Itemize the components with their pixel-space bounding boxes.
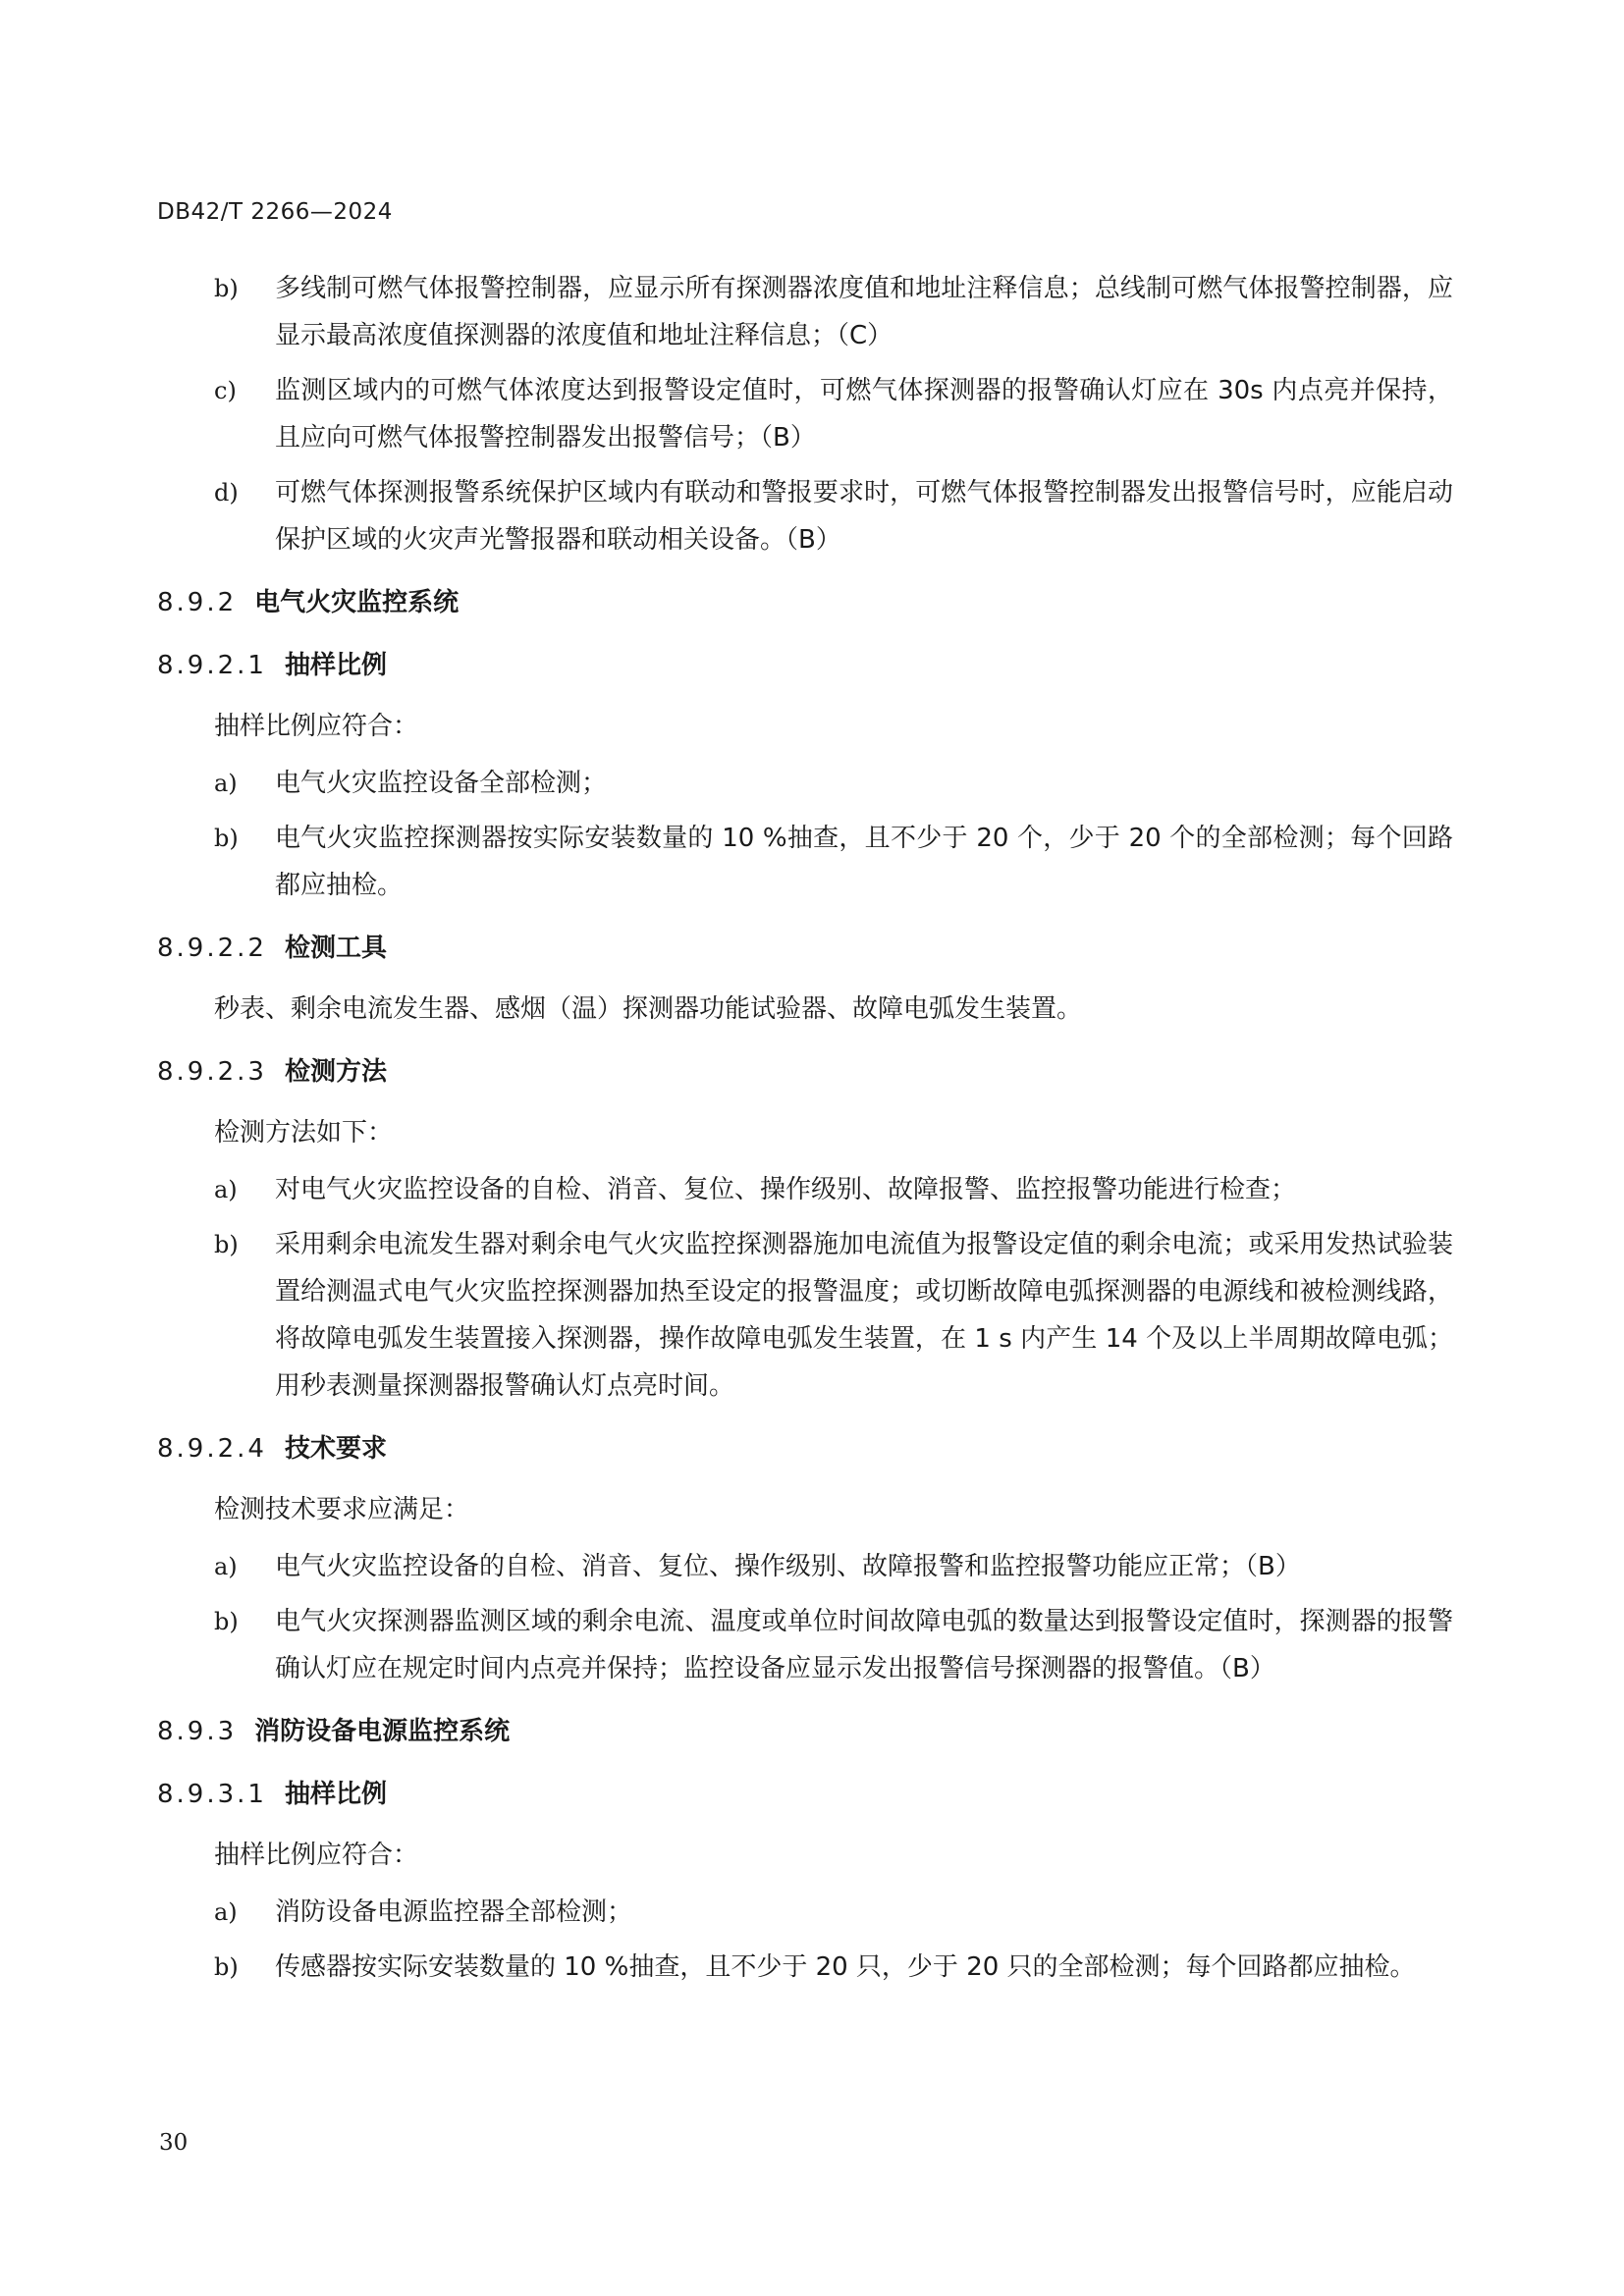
list-marker: b) [214, 825, 239, 852]
list-text: 电气火灾监控探测器按实际安装数量的 10 %抽查，且不少于 20 个，少于 20 个的全部检测；每个回路都应抽检。 [275, 824, 1453, 900]
list-item [157, 1598, 1453, 1692]
section-heading-8-9-2-2 [157, 925, 1453, 972]
section-title: 抽样比例 [284, 651, 387, 680]
list-item [157, 265, 1453, 359]
list-item [157, 367, 1453, 461]
list-text: 传感器按实际安装数量的 10 %抽查，且不少于 20 只，少于 20 只的全部检测；每个回路都应抽检。 [275, 1952, 1416, 1982]
section-title: 消防设备电源监控系统 [254, 1717, 511, 1746]
list-text: 采用剩余电流发生器对剩余电气火灾监控探测器施加电流值为报警设定值的剩余电流；或采用发热试验装置给测温式电气火灾监控探测器加热至设定的报警温度；或切断故障电弧探测器的电源线和被检测线路，将故障电弧发生装置接入探测器，操作故障电弧发生装置，在 1 s 内产生 14 个及以上半周期故障电弧；用秒表测量探测器报警确认灯点亮时间。 [275, 1230, 1453, 1401]
section-heading-8-9-3 [157, 1708, 1453, 1755]
list-marker: a) [214, 770, 238, 797]
document-code: DB42/T 2266—2024 [157, 199, 393, 225]
list-marker: d) [214, 479, 239, 507]
list-item [157, 1889, 1453, 1936]
list-item [157, 1166, 1453, 1213]
list-marker: b) [214, 1231, 239, 1258]
section-number: 8.9.3.1 [157, 1780, 267, 1809]
section-number: 8.9.2.1 [157, 651, 267, 680]
list-marker: a) [214, 1553, 238, 1580]
section-heading-8-9-2 [157, 579, 1453, 626]
section-number: 8.9.2 [157, 588, 238, 617]
section-title: 技术要求 [284, 1434, 387, 1464]
section-number: 8.9.3 [157, 1717, 238, 1746]
section-heading-8-9-3-1 [157, 1771, 1453, 1818]
section-number: 8.9.2.3 [157, 1057, 267, 1087]
section-title: 检测工具 [284, 934, 387, 963]
list-text: 监测区域内的可燃气体浓度达到报警设定值时，可燃气体探测器的报警确认灯应在 30s 内点亮并保持，且应向可燃气体报警控制器发出报警信号；（B） [275, 376, 1453, 453]
list-text: 电气火灾探测器监测区域的剩余电流、温度或单位时间故障电弧的数量达到报警设定值时，探测器的报警确认灯应在规定时间内点亮并保持；监控设备应显示发出报警信号探测器的报警值。（B） [275, 1607, 1453, 1683]
list-marker: b) [214, 275, 239, 302]
section-intro: 抽样比例应符合： [214, 712, 419, 741]
section-paragraph: 秒表、剩余电流发生器、感烟（温）探测器功能试验器、故障电弧发生装置。 [214, 994, 1083, 1024]
section-intro: 检测方法如下： [214, 1118, 394, 1148]
list-text: 电气火灾监控设备的自检、消音、复位、操作级别、故障报警和监控报警功能应正常；（B） [275, 1552, 1301, 1581]
section-heading-8-9-2-4 [157, 1425, 1453, 1472]
list-item [157, 1221, 1453, 1410]
list-marker: b) [214, 1608, 239, 1635]
page-content [157, 265, 1453, 1999]
section-number: 8.9.2.4 [157, 1434, 267, 1464]
list-text: 消防设备电源监控器全部检测； [275, 1897, 633, 1927]
section-title: 抽样比例 [284, 1780, 387, 1809]
list-text: 对电气火灾监控设备的自检、消音、复位、操作级别、故障报警、监控报警功能进行检查； [275, 1175, 1297, 1204]
page-number: 30 [159, 2130, 189, 2156]
list-item [157, 469, 1453, 563]
list-text: 多线制可燃气体报警控制器，应显示所有探测器浓度值和地址注释信息；总线制可燃气体报警控制器，应显示最高浓度值探测器的浓度值和地址注释信息；（C） [275, 274, 1453, 350]
list-item [157, 760, 1453, 807]
section-intro: 检测技术要求应满足： [214, 1495, 470, 1524]
list-text: 可燃气体探测报警系统保护区域内有联动和警报要求时，可燃气体报警控制器发出报警信号时，应能启动保护区域的火灾声光警报器和联动相关设备。（B） [275, 478, 1453, 555]
section-title: 检测方法 [284, 1057, 387, 1087]
section-intro: 抽样比例应符合： [214, 1841, 419, 1870]
section-heading-8-9-2-3 [157, 1048, 1453, 1095]
list-item [157, 1944, 1453, 1991]
section-heading-8-9-2-1 [157, 642, 1453, 689]
section-number: 8.9.2.2 [157, 934, 267, 963]
list-marker: a) [214, 1898, 238, 1926]
list-marker: b) [214, 1953, 239, 1981]
list-text: 电气火灾监控设备全部检测； [275, 769, 608, 798]
section-title: 电气火灾监控系统 [254, 588, 460, 617]
list-marker: c) [214, 377, 237, 404]
list-item [157, 1543, 1453, 1590]
list-marker: a) [214, 1176, 238, 1203]
list-item [157, 815, 1453, 909]
